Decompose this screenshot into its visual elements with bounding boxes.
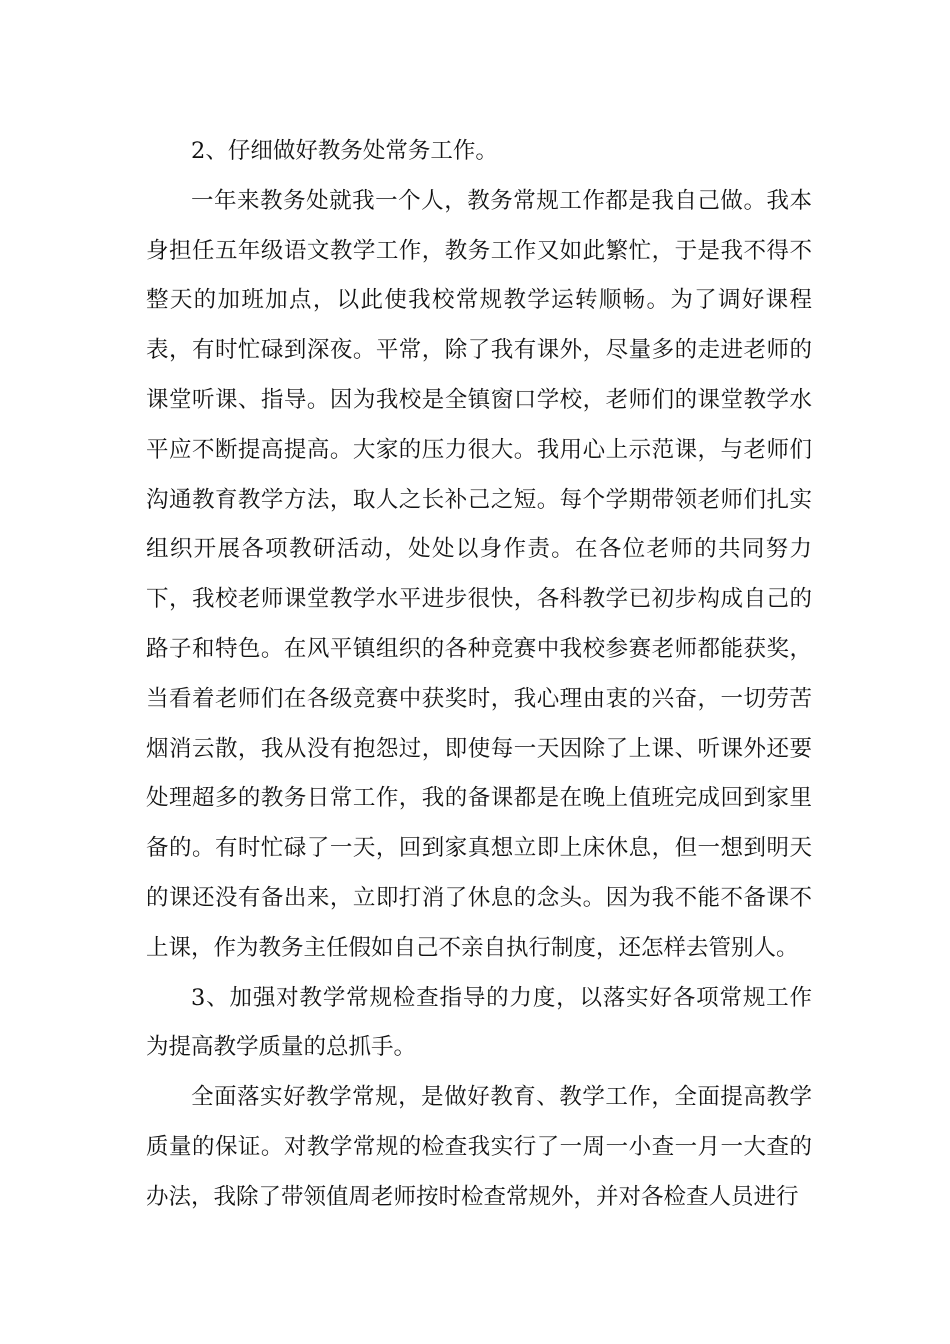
paragraph-section-3-body: 全面落实好教学常规，是做好教育、教学工作，全面提高教学质量的保证。对教学常规的检查我实行了一周一小查一月一大查的办法，我除了带领值周老师按时检查常规外，并对各检查人员进行 [146, 1084, 812, 1210]
document-body [146, 127, 812, 1223]
paragraph-section-3-heading: 3、加强对教学常规检查指导的力度，以落实好各项常规工作为提高教学质量的总抓手。 [146, 984, 812, 1061]
paragraph-section-2-body: 一年来教务处就我一个人，教务常规工作都是我自己做。我本身担任五年级语文教学工作，教务工作又如此繁忙，于是我不得不整天的加班加点，以此使我校常规教学运转顺畅。为了调好课程表，有时忙碌到深夜。平常，除了我有课外，尽量多的走进老师的课堂听课、指导。因为我校是全镇窗口学校，老师们的课堂教学水平应不断提高提高。大家的压力很大。我用心上示范课，与老师们沟通教育教学方法，取人之长补己之短。每个学期带领老师们扎实组织开展各项教研活动，处处以身作责。在各位老师的共同努力下，我校老师课堂教学水平进步很快，各科教学已初步构成自己的路子和特色。在风平镇组织的各种竞赛中我校参赛老师都能获奖，当看着老师们在各级竞赛中获奖时，我心理由衷的兴奋，一切劳苦烟消云散，我从没有抱怨过，即使每一天因除了上课、听课外还要处理超多的教务日常工作，我的备课都是在晚上值班完成回到家里备的。有时忙碌了一天，回到家真想立即上床休息，但一想到明天的课还没有备出来，立即打消了休息的念头。因为我不能不备课不上课，作为教务主任假如自己不亲自执行制度，还怎样去管别人。 [146, 187, 812, 961]
paragraph-section-2-heading: 2、仔细做好教务处常务工作。 [191, 138, 498, 164]
